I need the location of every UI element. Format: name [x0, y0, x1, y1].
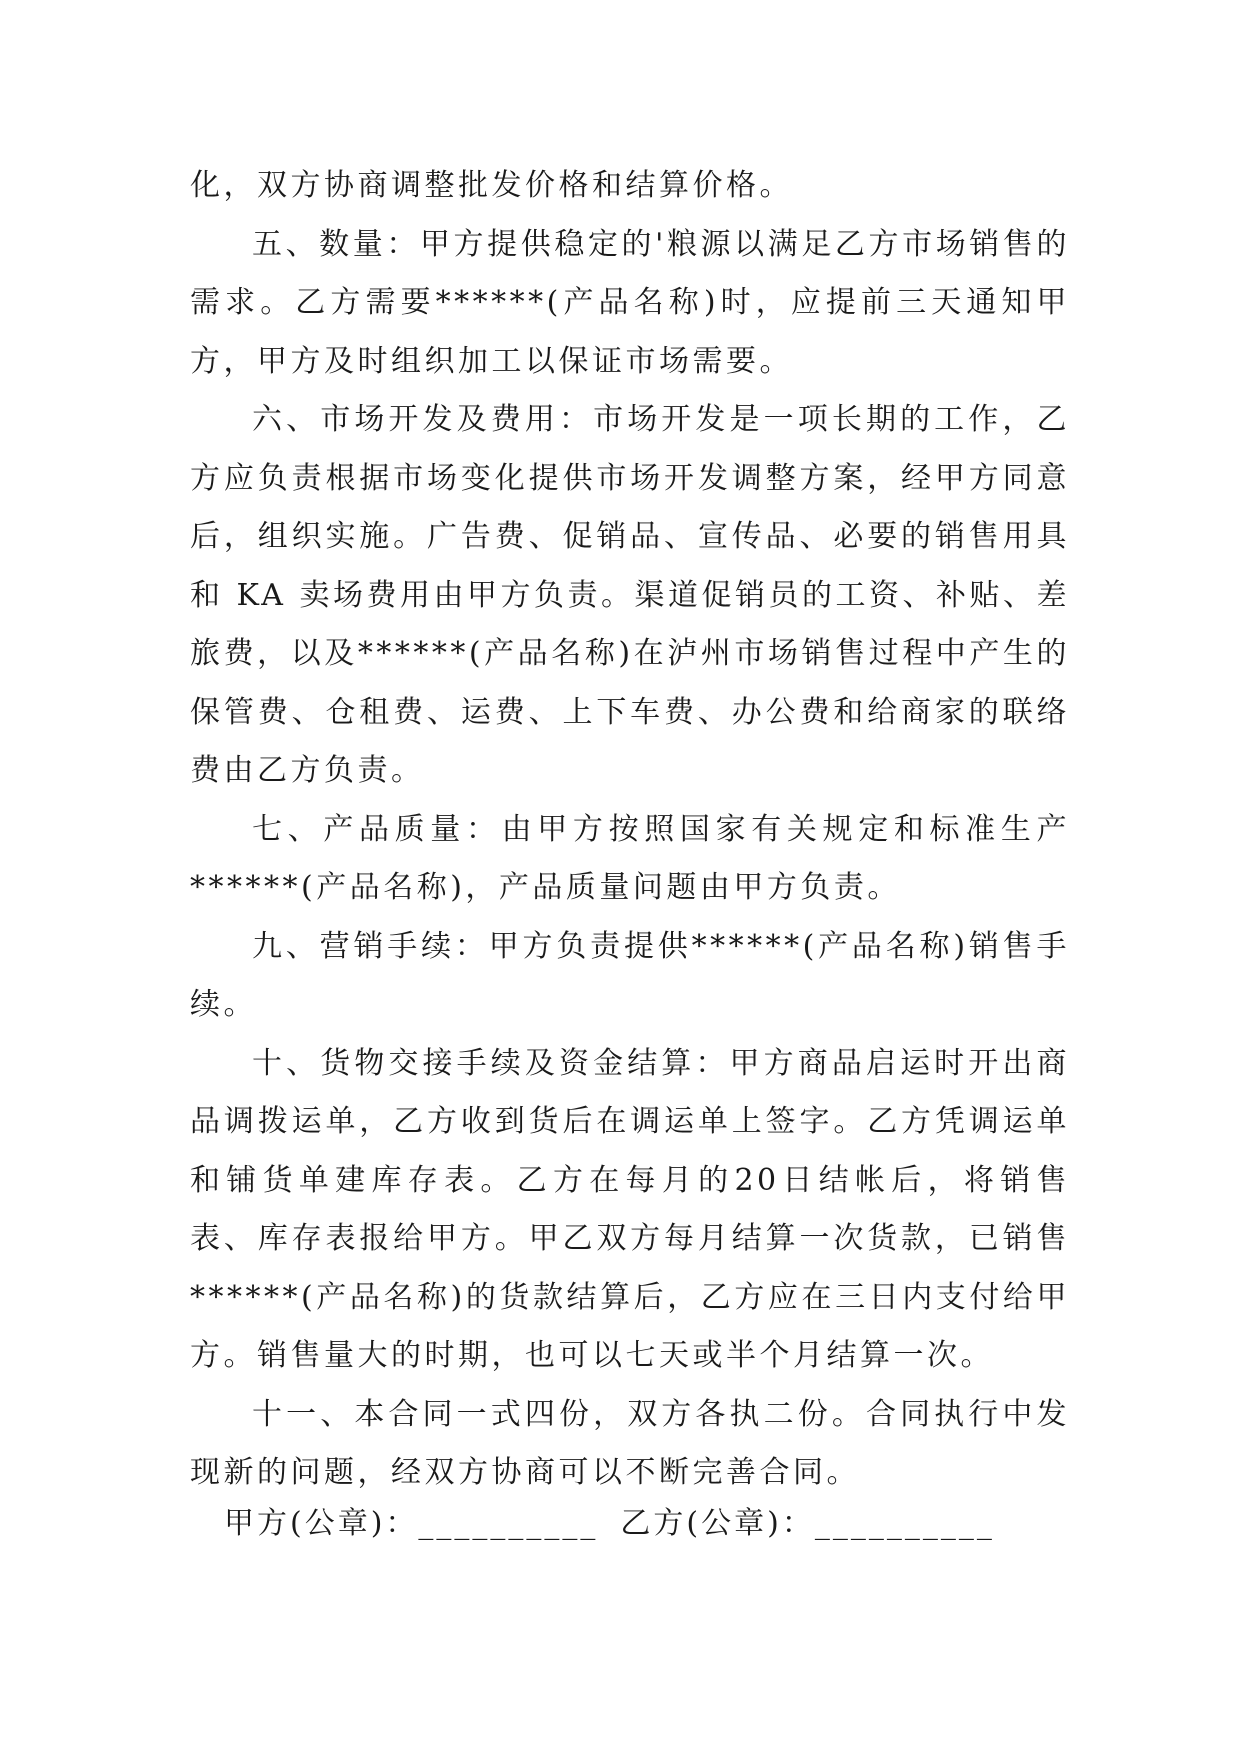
party-b-blank: __________	[814, 1506, 995, 1541]
paragraph-marketing-procedures: 九、营销手续：甲方负责提供******(产品名称)销售手续。	[190, 928, 1070, 1022]
paragraph-product-quality: 七、产品质量：由甲方按照国家有关规定和标准生产******(产品名称)，产品质量问题由甲方负责。	[190, 811, 1070, 905]
party-a-label: 甲方(公章)：	[224, 1506, 419, 1541]
signature-line	[224, 1495, 995, 1553]
paragraph-copies: 十一、本合同一式四份，双方各执二份。合同执行中发现新的问题，经双方协商可以不断完善合同。	[190, 1396, 1070, 1490]
paragraph-continuation: 化，双方协商调整批发价格和结算价格。	[190, 168, 793, 203]
party-b-label: 乙方(公章)：	[620, 1506, 815, 1541]
paragraph-quantity: 五、数量：甲方提供稳定的'粮源以满足乙方市场销售的需求。乙方需要******(产品名称)时，应提前三天通知甲方，甲方及时组织加工以保证市场需要。	[190, 226, 1070, 379]
paragraph-market-development: 六、市场开发及费用：市场开发是一项长期的工作，乙方应负责根据市场变化提供市场开发调整方案，经甲方同意后，组织实施。广告费、促销品、宣传品、必要的销售用具和 KA 卖场费用由甲方负责。渠道促销员的工资、补贴、差旅费，以及******(产品名称)在泸州市场销售过程中产生的保管费、仓租费、运费、上下车费、办公费和给商家的联络费由乙方负责。	[190, 402, 1070, 788]
paragraph-settlement: 十、货物交接手续及资金结算：甲方商品启运时开出商品调拨运单，乙方收到货后在调运单上签字。乙方凭调运单和铺货单建库存表。乙方在每月的20日结帐后，将销售表、库存表报给甲方。甲乙双方每月结算一次货款，已销售******(产品名称)的货款结算后，乙方应在三日内支付给甲方。销售量大的时期，也可以七天或半个月结算一次。	[190, 1045, 1070, 1373]
party-a-blank: __________	[418, 1506, 599, 1541]
contract-body	[190, 157, 1070, 1503]
